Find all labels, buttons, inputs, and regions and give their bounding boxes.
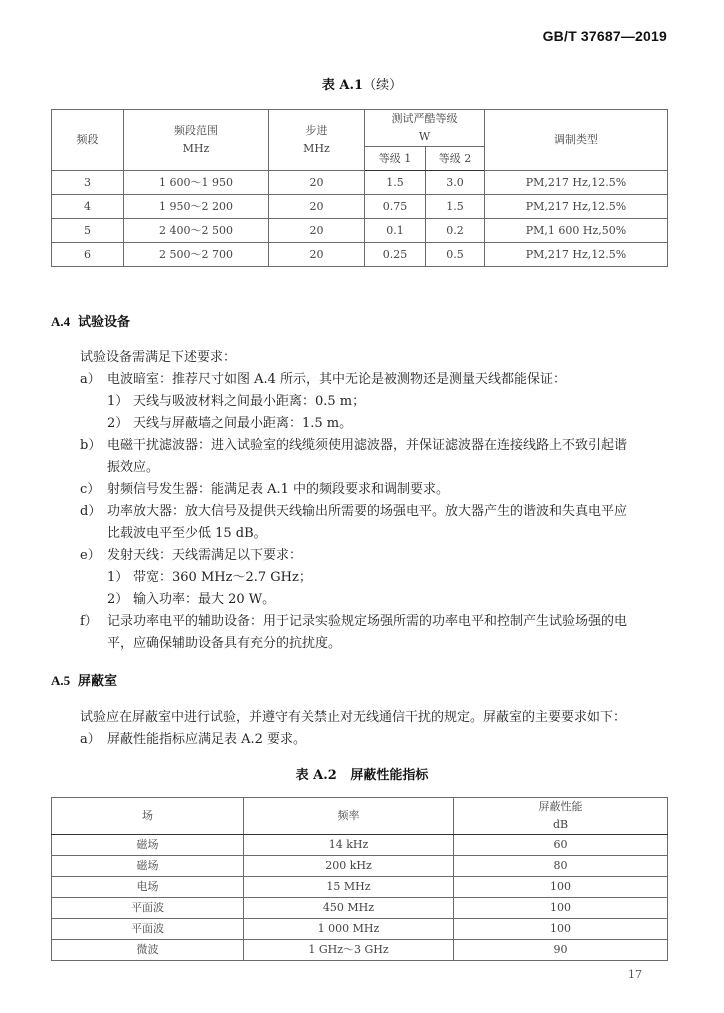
header-shielding xyxy=(454,798,668,835)
cell-step: 20 xyxy=(269,171,365,195)
item-a-1-mark: 1） xyxy=(107,394,129,409)
item-e-2-text: 输入功率：最大 20 W。 xyxy=(133,592,276,607)
cell-level1: 0.25 xyxy=(365,243,426,267)
section-a4-intro: 试验设备需满足下述要求： xyxy=(80,350,237,365)
table-row xyxy=(52,219,668,243)
header-freq-range xyxy=(124,110,269,171)
header-step xyxy=(269,110,365,171)
item-f-text-line2: 平，应确保辅助设备具有充分的抗扰度。 xyxy=(107,636,342,651)
cell-modulation: PM,217 Hz,12.5% xyxy=(485,171,668,195)
cell-level2: 0.5 xyxy=(426,243,485,267)
table-row xyxy=(52,898,668,919)
item-b-text-line2: 振效应。 xyxy=(107,460,160,475)
cell-band: 4 xyxy=(52,195,124,219)
cell-level2: 3.0 xyxy=(426,171,485,195)
item-f-text-line1: 记录功率电平的辅助设备：用于记录实验规定场强所需的功率电平和控制产生试验场强的电 xyxy=(107,614,628,629)
cell-level2: 0.2 xyxy=(426,219,485,243)
cell-field: 平面波 xyxy=(52,919,244,940)
cell-range: 1 600～1 950 xyxy=(124,171,269,195)
section-a4-heading xyxy=(51,311,130,330)
table-row xyxy=(52,877,668,898)
cell-band: 6 xyxy=(52,243,124,267)
item-d-mark: d） xyxy=(80,504,102,519)
header-step-unit: MHz xyxy=(303,142,330,155)
table-a2 xyxy=(51,797,668,961)
cell-level2: 1.5 xyxy=(426,195,485,219)
item-e-1-mark: 1） xyxy=(107,570,129,585)
cell-shielding: 100 xyxy=(454,898,668,919)
header-level2: 等级 2 xyxy=(426,147,485,171)
cell-frequency: 200 kHz xyxy=(244,856,454,877)
cell-step: 20 xyxy=(269,219,365,243)
item-d-text-line2: 比载波电平至少低 15 dB。 xyxy=(107,526,267,541)
section-a5-heading xyxy=(51,670,117,689)
cell-range: 2 400～2 500 xyxy=(124,219,269,243)
page-number: 17 xyxy=(628,968,642,981)
item-f-mark: f） xyxy=(80,614,98,629)
table-row xyxy=(52,835,668,856)
table-a2-caption xyxy=(0,764,724,783)
table-row xyxy=(52,940,668,961)
item-a-mark: a） xyxy=(80,372,101,387)
table-a2-caption-prefix: 表 A.2 xyxy=(295,768,337,783)
cell-frequency: 14 kHz xyxy=(244,835,454,856)
item-a-1-text: 天线与吸波材料之间最小距离：0.5 m； xyxy=(133,394,366,409)
header-shielding-unit: dB xyxy=(552,818,569,831)
cell-field: 磁场 xyxy=(52,856,244,877)
cell-field: 平面波 xyxy=(52,898,244,919)
item-b-text-line1: 电磁干扰滤波器：进入试验室的线缆须使用滤波器，并保证滤波器在连接线路上不致引起谐 xyxy=(107,438,628,453)
item-d-text-line1: 功率放大器：放大信号及提供天线输出所需要的场强电平。放大器产生的谐波和失真电平应 xyxy=(107,504,628,519)
item-c-mark: c） xyxy=(80,482,101,497)
header-modulation: 调制类型 xyxy=(485,110,668,171)
table-a1-caption xyxy=(0,74,724,93)
section-a4-number: A.4 xyxy=(51,314,71,329)
header-frequency: 频率 xyxy=(244,798,454,835)
cell-frequency: 450 MHz xyxy=(244,898,454,919)
section-a5-number: A.5 xyxy=(51,673,71,688)
header-severity-unit: W xyxy=(418,130,431,143)
cell-level1: 1.5 xyxy=(365,171,426,195)
item-e-2-mark: 2） xyxy=(107,592,129,607)
section-a5-intro: 试验应在屏蔽室中进行试验，并遵守有关禁止对无线通信干扰的规定。屏蔽室的主要要求如下： xyxy=(80,710,627,725)
item-a-text: 电波暗室：推荐尺寸如图 A.4 所示，其中无论是被测物还是测量天线都能保证： xyxy=(107,372,567,387)
item-e-1-text: 带宽：360 MHz～2.7 GHz； xyxy=(133,570,312,585)
cell-shielding: 100 xyxy=(454,919,668,940)
item-e-text: 发射天线：天线需满足以下要求： xyxy=(107,548,303,563)
item-b-mark: b） xyxy=(80,438,102,453)
item-e-mark: e） xyxy=(80,548,101,563)
cell-field: 微波 xyxy=(52,940,244,961)
cell-range: 1 950～2 200 xyxy=(124,195,269,219)
table-a2-caption-title: 屏蔽性能指标 xyxy=(350,768,429,783)
header-freq-range-label: 频段范围 xyxy=(174,124,218,137)
table-a1-caption-prefix: 表 A.1 xyxy=(321,78,364,93)
cell-band: 3 xyxy=(52,171,124,195)
table-a1-caption-continued: （续） xyxy=(363,78,403,93)
item-c-text: 射频信号发生器：能满足表 A.1 中的频段要求和调制要求。 xyxy=(107,482,450,497)
cell-modulation: PM,1 600 Hz,50% xyxy=(485,219,668,243)
cell-shielding: 90 xyxy=(454,940,668,961)
cell-modulation: PM,217 Hz,12.5% xyxy=(485,195,668,219)
table-row xyxy=(52,243,668,267)
header-severity-label: 测试严酷等级 xyxy=(391,112,458,125)
item-a-2-mark: 2） xyxy=(107,416,129,431)
cell-step: 20 xyxy=(269,243,365,267)
cell-range: 2 500～2 700 xyxy=(124,243,269,267)
cell-modulation: PM,217 Hz,12.5% xyxy=(485,243,668,267)
header-band: 频段 xyxy=(52,110,124,171)
cell-band: 5 xyxy=(52,219,124,243)
section-a5-title: 屏蔽室 xyxy=(78,674,118,689)
header-level1: 等级 1 xyxy=(365,147,426,171)
a5-item-a-text: 屏蔽性能指标应满足表 A.2 要求。 xyxy=(107,732,307,747)
item-a-2-text: 天线与屏蔽墙之间最小距离：1.5 m。 xyxy=(133,416,353,431)
header-shielding-label: 屏蔽性能 xyxy=(538,800,583,813)
table-row xyxy=(52,195,668,219)
cell-shielding: 80 xyxy=(454,856,668,877)
header-field: 场 xyxy=(52,798,244,835)
standard-code: GB/T 37687—2019 xyxy=(542,28,667,44)
header-severity xyxy=(365,110,485,147)
cell-frequency: 15 MHz xyxy=(244,877,454,898)
cell-level1: 0.75 xyxy=(365,195,426,219)
cell-step: 20 xyxy=(269,195,365,219)
header-freq-range-unit: MHz xyxy=(182,142,210,155)
header-step-label: 步进 xyxy=(305,124,328,137)
cell-frequency: 1 GHz～3 GHz xyxy=(244,940,454,961)
cell-field: 磁场 xyxy=(52,835,244,856)
table-row xyxy=(52,919,668,940)
a5-item-a-mark: a） xyxy=(80,732,101,747)
table-row xyxy=(52,171,668,195)
cell-shielding: 100 xyxy=(454,877,668,898)
table-a1 xyxy=(51,109,668,267)
cell-field: 电场 xyxy=(52,877,244,898)
table-row xyxy=(52,856,668,877)
cell-shielding: 60 xyxy=(454,835,668,856)
cell-level1: 0.1 xyxy=(365,219,426,243)
section-a4-title: 试验设备 xyxy=(78,315,131,330)
cell-frequency: 1 000 MHz xyxy=(244,919,454,940)
